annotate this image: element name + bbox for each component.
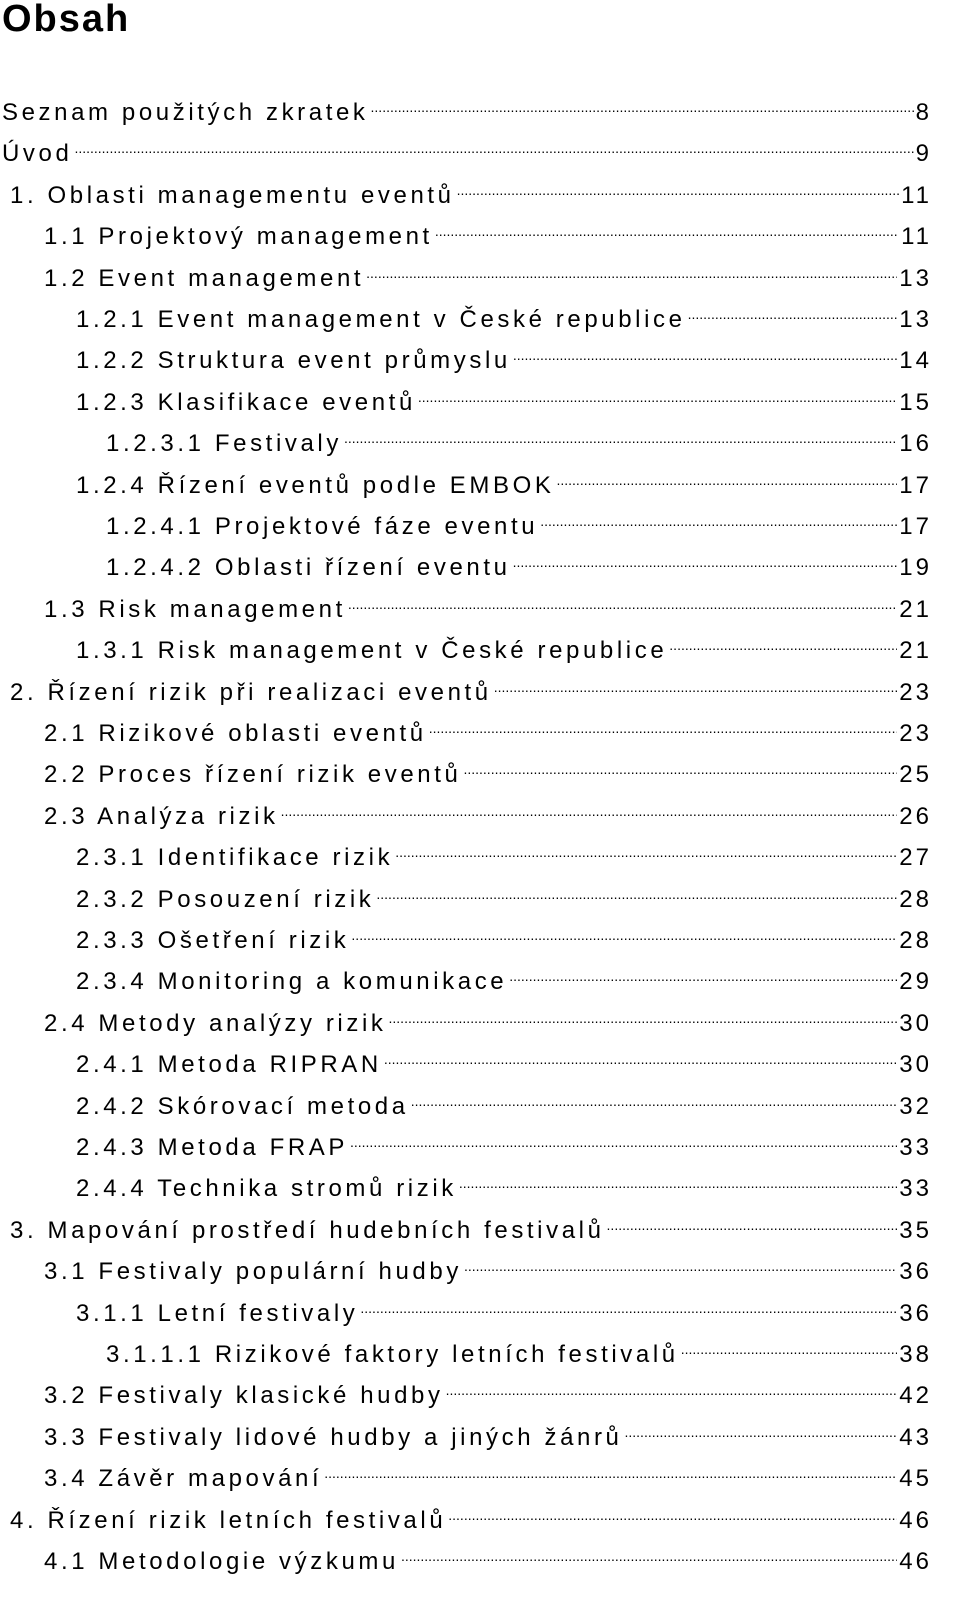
- toc-entry-page-number: 30: [899, 1009, 932, 1037]
- toc-entry[interactable]: [10, 668, 932, 708]
- toc-entry[interactable]: [106, 1330, 932, 1370]
- toc-entry-page-number: 9: [915, 140, 932, 168]
- toc-entry-label: 2.4.1 Metoda RIPRAN: [76, 1051, 382, 1079]
- toc-entry-page-number: 28: [899, 927, 932, 954]
- toc-entry[interactable]: [76, 295, 932, 335]
- dot-leader: [348, 587, 897, 619]
- dot-leader: [540, 504, 897, 536]
- toc-entry-label: 1.3 Risk management: [44, 595, 346, 623]
- dot-leader: [446, 1373, 898, 1405]
- dot-leader: [459, 1166, 897, 1198]
- toc-entry-page-number: 11: [901, 181, 932, 209]
- toc-entry-label: 1.2.3 Klasifikace eventů: [76, 388, 416, 416]
- dot-leader: [411, 1084, 898, 1116]
- toc-entry-page-number: 33: [899, 1175, 932, 1203]
- toc-entry[interactable]: [44, 1371, 932, 1411]
- toc-entry-label: 2.4 Metody analýzy rizik: [44, 1009, 387, 1037]
- toc-entry-label: 1.1 Projektový management: [44, 223, 433, 251]
- toc-entry-page-number: 14: [899, 347, 932, 375]
- toc-entry[interactable]: [106, 502, 932, 542]
- toc-entry[interactable]: [76, 1289, 932, 1329]
- toc-entry[interactable]: [44, 1454, 932, 1494]
- dot-leader: [435, 214, 899, 246]
- toc-entry-page-number: 26: [899, 802, 932, 830]
- toc-entry-page-number: 33: [899, 1134, 932, 1161]
- toc-entry[interactable]: [44, 585, 932, 625]
- dot-leader: [509, 959, 897, 991]
- toc-entry-label: 2.1 Rizikové oblasti eventů: [44, 720, 427, 747]
- dot-leader: [556, 463, 897, 495]
- toc-entry-page-number: 35: [899, 1216, 932, 1244]
- toc-entry[interactable]: [76, 916, 932, 956]
- toc-entry-label: 3.1 Festivaly populární hudby: [44, 1258, 462, 1286]
- toc-entry-page-number: 30: [899, 1051, 932, 1079]
- toc-entry-page-number: 15: [899, 388, 932, 416]
- toc-entry-label: 1.2.2 Struktura event průmyslu: [76, 347, 511, 375]
- dot-leader: [513, 338, 897, 370]
- toc-entry[interactable]: [44, 254, 932, 294]
- toc-entry-page-number: 21: [899, 637, 932, 665]
- dot-leader: [384, 1042, 897, 1074]
- toc-entry[interactable]: [76, 626, 932, 666]
- toc-entry-page-number: 38: [899, 1341, 932, 1368]
- dot-leader: [669, 628, 897, 660]
- toc-entry-page-number: 17: [899, 471, 932, 499]
- toc-entry-page-number: 13: [899, 264, 932, 292]
- toc-entry-label: 2.4.2 Skórovací metoda: [76, 1092, 409, 1120]
- toc-entry-page-number: 11: [901, 223, 932, 251]
- toc-entry-page-number: 28: [899, 885, 932, 913]
- toc-entry-page-number: 42: [899, 1382, 932, 1410]
- toc-entry-page-number: 32: [899, 1092, 932, 1120]
- toc-entry-page-number: 27: [899, 844, 932, 872]
- dot-leader: [418, 380, 897, 412]
- dot-leader: [463, 752, 897, 784]
- toc-entry-page-number: 46: [899, 1506, 932, 1534]
- dot-leader: [74, 131, 913, 163]
- toc-entry-page-number: 19: [899, 554, 932, 582]
- toc-entry[interactable]: [76, 1123, 932, 1163]
- toc-entry-label: 2.3.3 Ošetření rizik: [76, 927, 350, 954]
- toc-entry-page-number: 46: [899, 1548, 932, 1575]
- dot-leader: [366, 256, 897, 288]
- toc-entry[interactable]: [44, 999, 932, 1039]
- toc-entry-label: 2.3.4 Monitoring a komunikace: [76, 968, 508, 996]
- toc-entry-label: 1.3.1 Risk management v České republice: [76, 637, 668, 665]
- dot-leader: [371, 90, 914, 122]
- toc-entry-label: 3.2 Festivaly klasické hudby: [44, 1382, 444, 1410]
- toc-entry-label: 2.2 Proces řízení rizik eventů: [44, 761, 462, 789]
- toc-entry-page-number: 21: [899, 595, 932, 623]
- dot-leader: [376, 877, 897, 909]
- toc-entry-label: 1.2.4.1 Projektové fáze eventu: [106, 513, 539, 540]
- dot-leader: [281, 794, 898, 826]
- toc-entry[interactable]: [76, 957, 932, 997]
- dot-leader: [448, 1498, 897, 1530]
- toc-entry[interactable]: [44, 1247, 932, 1287]
- toc-entry-label: 4. Řízení rizik letních festivalů: [10, 1506, 447, 1534]
- toc-entry-page-number: 43: [899, 1423, 932, 1451]
- toc-entry[interactable]: [44, 1537, 932, 1577]
- toc-entry-page-number: 8: [915, 99, 932, 126]
- toc-entry-label: 1.2.4 Řízení eventů podle EMBOK: [76, 471, 555, 499]
- dot-leader: [688, 297, 898, 329]
- toc-entry-page-number: 23: [899, 720, 932, 747]
- toc-entry[interactable]: [44, 709, 932, 749]
- dot-leader: [607, 1208, 898, 1240]
- toc-entry-label: 3.1.1.1 Rizikové faktory letních festivalů: [106, 1341, 679, 1368]
- dot-leader: [513, 545, 898, 577]
- toc-entry-label: 2. Řízení rizik při realizaci eventů: [10, 678, 492, 706]
- toc-entry[interactable]: [106, 419, 932, 459]
- dot-leader: [494, 670, 898, 702]
- toc-entry[interactable]: [10, 1496, 932, 1536]
- toc-entry-page-number: 16: [899, 430, 932, 458]
- dot-leader: [344, 421, 897, 453]
- toc-entry[interactable]: [76, 461, 932, 501]
- dot-leader: [395, 835, 897, 867]
- dot-leader: [401, 1539, 897, 1571]
- toc-entry[interactable]: [44, 1413, 932, 1453]
- toc-entry-label: 1. Oblasti managementu eventů: [10, 181, 455, 209]
- toc-entry[interactable]: [76, 336, 932, 376]
- toc-entry[interactable]: [76, 1164, 932, 1204]
- toc-entry-label: 2.4.3 Metoda FRAP: [76, 1134, 348, 1161]
- toc-entry-page-number: 13: [899, 306, 932, 333]
- dot-leader: [351, 918, 897, 950]
- toc-entry-label: 3. Mapování prostředí hudebních festivalů: [10, 1216, 605, 1244]
- dot-leader: [389, 1001, 898, 1033]
- toc-entry[interactable]: [44, 792, 932, 832]
- toc-entry-label: 3.1.1 Letní festivaly: [76, 1299, 359, 1327]
- dot-leader: [360, 1291, 897, 1323]
- toc-entry-label: Úvod: [2, 140, 73, 168]
- toc-entry-page-number: 25: [899, 761, 932, 789]
- toc-entry-label: 1.2.3.1 Festivaly: [106, 430, 342, 458]
- toc-entry[interactable]: [44, 212, 932, 252]
- toc-entry-label: 1.2.4.2 Oblasti řízení eventu: [106, 554, 511, 582]
- dot-leader: [457, 173, 899, 205]
- toc-entry-page-number: 36: [899, 1299, 932, 1327]
- toc-entry-label: 1.2.1 Event management v České republice: [76, 306, 686, 333]
- toc-entry-page-number: 29: [899, 968, 932, 996]
- toc-entry[interactable]: [10, 171, 932, 211]
- toc-entry-label: 3.4 Závěr mapování: [44, 1465, 323, 1493]
- toc-entry[interactable]: [2, 88, 932, 128]
- dot-leader: [324, 1456, 897, 1488]
- dot-leader: [350, 1125, 897, 1157]
- toc-entry[interactable]: [76, 833, 932, 873]
- toc-entry[interactable]: [76, 875, 932, 915]
- dot-leader: [429, 711, 898, 743]
- toc-entry[interactable]: [76, 1040, 932, 1080]
- toc-entry-label: 3.3 Festivaly lidové hudby a jiných žánrů: [44, 1423, 623, 1451]
- toc-entry-page-number: 36: [899, 1258, 932, 1286]
- toc-entry-page-number: 23: [899, 678, 932, 706]
- toc-entry[interactable]: [44, 750, 932, 790]
- toc-entry-page-number: 45: [899, 1465, 932, 1493]
- toc-entry-page-number: 17: [899, 513, 932, 540]
- toc-entry[interactable]: [10, 1206, 932, 1246]
- dot-leader: [625, 1415, 898, 1447]
- toc-entry-label: 2.3 Analýza rizik: [44, 802, 279, 830]
- toc-entry-label: 4.1 Metodologie výzkumu: [44, 1548, 399, 1575]
- toc-entry[interactable]: [76, 1082, 932, 1122]
- dot-leader: [464, 1249, 897, 1281]
- dot-leader: [681, 1332, 898, 1364]
- toc-entry-label: Seznam použitých zkratek: [2, 99, 369, 126]
- toc-entry[interactable]: [106, 543, 932, 583]
- toc-entry-label: 2.4.4 Technika stromů rizik: [76, 1175, 457, 1203]
- toc-entry-label: 2.3.2 Posouzení rizik: [76, 885, 375, 913]
- toc-entry-label: 1.2 Event management: [44, 264, 365, 292]
- toc-entry[interactable]: [2, 129, 932, 169]
- toc-entry-label: 2.3.1 Identifikace rizik: [76, 844, 394, 872]
- toc-entry[interactable]: [76, 378, 932, 418]
- page-title: Obsah: [2, 0, 131, 40]
